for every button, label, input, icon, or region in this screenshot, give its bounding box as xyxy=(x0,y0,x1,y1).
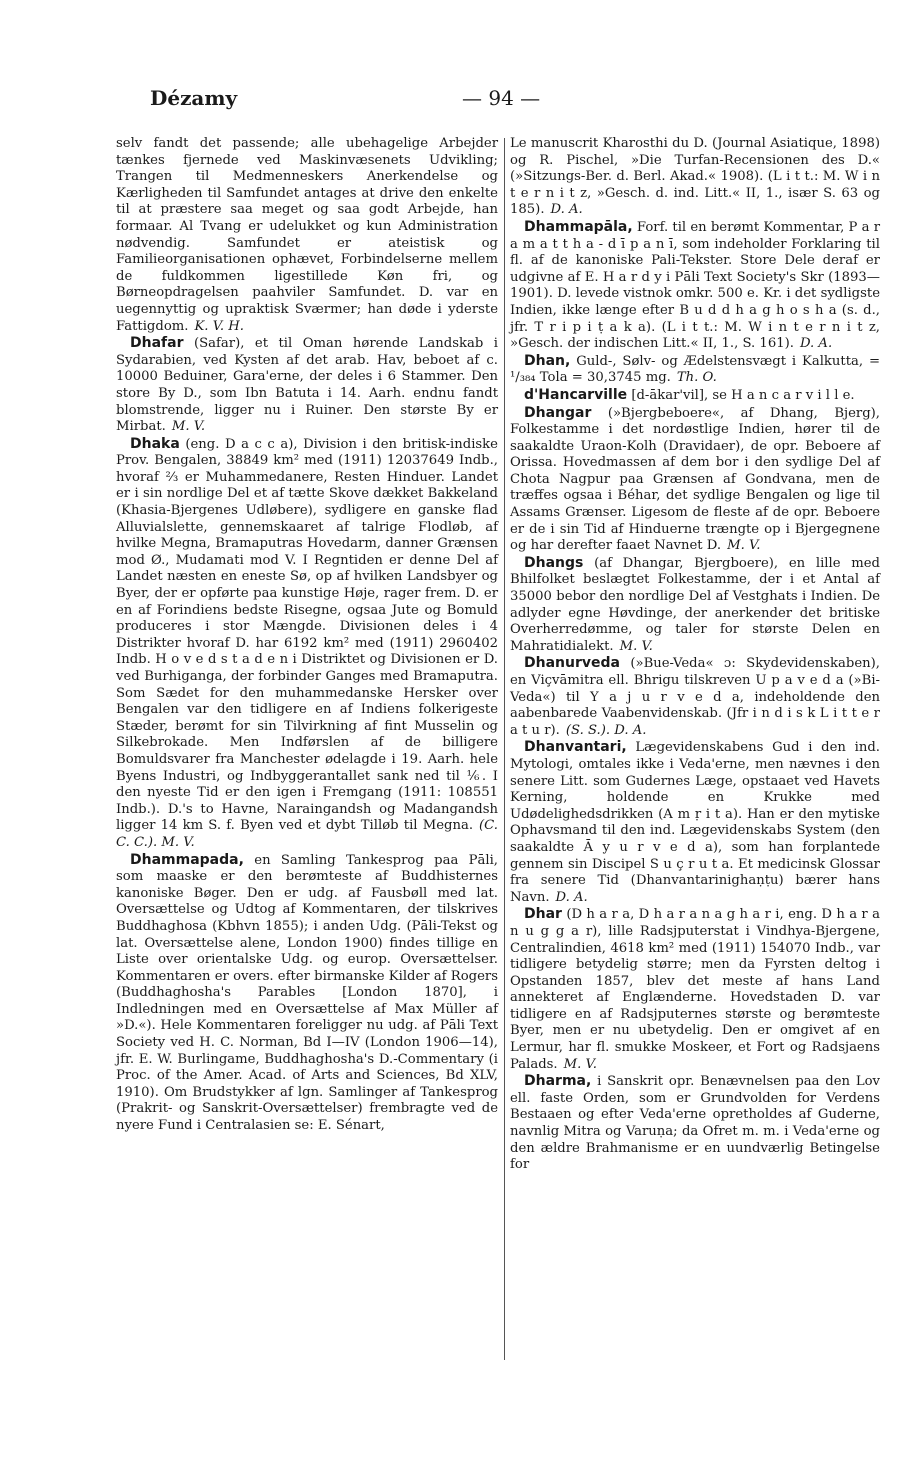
dictionary-entry xyxy=(510,1073,880,1174)
page-header xyxy=(0,86,920,116)
entry-headword: Dhar xyxy=(524,906,562,923)
dictionary-entry xyxy=(510,136,880,219)
dictionary-entry xyxy=(510,906,880,1073)
entry-signature: Th. O. xyxy=(676,370,717,386)
entry-text: (»Bjergbeboere«, af Dhang, Bjerg), Folkestamme i det nordøstlige Indien, hører til de saakaldte Uraon-Kolh (Dravidaer), de opr. Beboere af Orissa. Hovedmassen af dem bor i den sydlige Del af Chota Nagpur paa Grænsen af Gondvana, men de træffes ogsaa i Béhar, det sydlige Bengalen og lige til Assams Grænser. Ligesom de fleste af de opr. Beboere er de i sin Tid af Hinduerne trængte op i Bjergegnene og har derefter faaet Navnet D. xyxy=(510,405,880,554)
entry-headword: d'Hancarville xyxy=(524,386,628,403)
entry-signature: M. V. xyxy=(171,419,206,435)
entry-signature: D. A. xyxy=(799,336,833,352)
entry-text: Le manuscrit Kharosthi du D. (Journal Asiatique, 1898) og R. Pischel, »Die Turfan-Recensionen des D.« (»Sitzungs-Ber. d. Berl. Akad.« 1908). (L i t t.: M. W i n t e r n i t z, »Gesch. d. ind. Litt.« II, 1., især S. 63 og 185). xyxy=(510,136,880,218)
entry-signature: K. V. H. xyxy=(194,318,244,334)
right-column xyxy=(510,136,880,1174)
entry-text: Forf. til en berømt Kommentar, P a r a m a t t h a - d ī p a n ī, som indeholder Forklaring til fl. af de kanoniske Pali-Tekster. Store Dele deraf er udgivne af E. H a r d y i Pāli Text Society's Skr (1893—1901). D. levede vistnok omkr. 500 e. Kr. i det sydligste Indien, ikke længe efter B u d d h a g h o s h a (s. d., jfr. T r i p i ṭ a k a). (L i t t.: M. W i n t e r n i t z, »Gesch. der indischen Litt.« II, 1., S. 161). xyxy=(510,219,880,352)
entry-text: Guld-, Sølv- og Ædelstensvægt i Kalkutta, = ¹/₃₈₄ Tola = 30,3745 mg. xyxy=(510,353,880,386)
entry-headword: Dhafar xyxy=(130,335,184,352)
dictionary-entry xyxy=(116,335,498,436)
dictionary-entry xyxy=(116,136,498,335)
dictionary-entry xyxy=(510,219,880,353)
running-headword: Dézamy xyxy=(150,86,238,110)
dictionary-entry xyxy=(510,555,880,656)
entry-text: (Safar), et til Oman hørende Landskab i Sydarabien, ved Kysten af det arab. Hav, beboet af c. 10000 Beduiner, Gara'erne, der deles i 6 Stammer. Den store By D., som Ibn Batuta i 14. Aarh. endnu fandt blomstrende, ligger nu i Ruiner. Den største By er Mirbat. xyxy=(116,336,498,435)
left-column xyxy=(116,136,498,1135)
entry-signature: D. A. xyxy=(555,889,588,905)
entry-signature: M. V. xyxy=(727,538,761,554)
entry-headword: Dhanvantari, xyxy=(524,739,627,756)
entry-text: (af Dhangar, Bjergboere), en lille med Bhilfolket beslægtet Folkestamme, der i et Antal af 35000 bebor den nordlige Del af Vestghats i Indien. De adlyder egne Høvdinge, der anerkender det britiske Overherredømme, og taler for største Delen en Mahratidialekt. xyxy=(510,555,880,654)
entry-text: (eng. D a c c a), Division i den britisk-indiske Prov. Bengalen, 38849 km² med (1911) 12037649 Indb., hvoraf ⅔ er Muhammedanere, Resten Hinduer. Landet er i sin nordlige Del et af tætte Skove dækket Bakkeland (Khasia-Bjergenes Udløbere), sydligere en ganske flad Alluvialslette, gennemskaaret af talrige Flodløb, af hvilke Megna, Bramaputras Hovedarm, danner Grænsen mod Ø., Mudamati mod V. I Regntiden er denne Del af Landet næsten en eneste Sø, op af hvilken Landsbyer og Byer, der er opførte paa kunstige Høje, rager frem. D. er en af Forindiens bedste Risegne, ogsaa Jute og Bomuld produceres i stor Mængde. Divisionen deles i 4 Distrikter hvoraf D. har 6192 km² med (1911) 2960402 Indb. H o v e d s t a d e n i Distriktet og Divisionen er D. ved Burhiganga, der forbinder Ganges med Bramaputra. Som Sædet for den muhammedanske Hersker over Bengalen var den tidligere en af Indiens folkerigeste Stæder, berømt for sin Tilvirkning af fint Musselin og Silkebrokade. Men Indførslen af de billigere Bomuldsvarer fra Manchester ødelagde i 19. Aarh. hele Byens Industri, og Indbyggerantallet sank ned til ⅙. I den nyeste Tid er den igen i Fremgang (1911: 108551 Indb.). D.'s to Havne, Naraingandsh og Madangandsh ligger 14 km S. f. Byen ved et dybt Tilløb til Megna. xyxy=(116,436,498,834)
entry-text: selv fandt det passende; alle ubehagelige Arbejder tænkes fjernede ved Maskinvæsenets Udvikling; Trangen til Medmenneskers Anerkendelse og Kærligheden til Samfundet antages at drive den enkelte til at præstere saa meget og saa godt Arbejde, han formaar. Al Tvang er udelukket og kun Administration nødvendig. Samfundet er ateistisk og Familieorganisationen ophævet, Forbindelserne mellem de fuldkommen ligestillede Køn fri, og Børneopdragelsen paahviler Samfundet. D. var en uegennyttig og upraktisk Sværmer; han døde i yderste Fattigdom. xyxy=(116,136,498,334)
dictionary-entry xyxy=(510,387,880,405)
dictionary-entry xyxy=(510,353,880,387)
entry-headword: Dhanurveda xyxy=(524,655,620,672)
page-number: — 94 — xyxy=(462,86,541,110)
dictionary-entry xyxy=(510,405,880,555)
entry-text: en Samling Tankesprog paa Pāli, som maaske er den berømteste af Buddhisternes kanoniske Bøger. Den er udg. af Fausbøll med lat. Oversættelse og Udtog af Kommentaren, der tilskrives Buddhaghosa (Kbhvn 1855); i anden Udg. (Pāli-Tekst og lat. Oversættelse alene, London 1900) findes tillige en Liste over orientalske Udg. og europ. Oversættelser. Kommentaren er overs. efter birmanske Kilder af Rogers (Buddhaghosha's Parables [London 1870], i Indledningen med en Oversættelse af Max Müller af »D.«). Hele Kommentaren foreligger nu udg. af Pāli Text Society ved H. C. Norman, Bd I—IV (London 1906—14), jfr. E. W. Burlingame, Buddhaghosha's D.-Commentary (i Proc. of the Amer. Acad. of Arts and Sciences, Bd XLV, 1910). Om Brudstykker af lgn. Samlinger af Tankesprog (Prakrit- og Sanskrit-Oversættelser) frembragte ved de nyere Fund i Centralasien se: E. Sénart, xyxy=(116,852,498,1134)
dictionary-entry xyxy=(510,655,880,739)
dictionary-entry xyxy=(116,436,498,852)
entry-text: i Sanskrit opr. Benævnelsen paa den Lov ell. faste Orden, som er Grundvolden for Verdens Bestaaen og efter Veda'erne opretholdes af Guderne, navnlig Mitra og Varuṇa; da Ofret m. m. i Veda'erne og den ældre Brahmanisme er en uundværlig Betingelse for xyxy=(510,1074,880,1173)
entry-text: (D h a r a, D h a r a n a g h a r i, eng. D h a r a n u g g a r), lille Radsjputerstat i Vindhya-Bjergene, Centralindien, 4618 km² med (1911) 154070 Indb., var tidligere betydelig større; men da Fyrsten deltog i Opstanden 1857, blev det meste af hans Land annekteret af Englænderne. Hovedstaden D. var tidligere en af Radsjputernes største og berømteste Byer, men er nu ubetydelig. Den er omgivet af en Lermur, har fl. smukke Moskeer, et Fort og Radsjaens Palads. xyxy=(510,907,880,1072)
entry-text: (»Bue-Veda« ɔ: Skydevidenskaben), en Viçvāmitra ell. Bhrigu tilskreven U p a v e d a (»Bi-Veda«) til Y a j u r v e d a, indeholdende den aabenbarede Vaabenvidenskab. (Jfr i n d i s k L i t t e r a t u r). xyxy=(510,656,880,738)
entry-signature: M. V. xyxy=(563,1056,597,1072)
entry-headword: Dhammapada, xyxy=(130,851,244,868)
entry-headword: Dharma, xyxy=(524,1073,592,1090)
dictionary-entry xyxy=(116,852,498,1135)
entry-headword: Dhangs xyxy=(524,554,584,571)
entry-signature: M. V. xyxy=(619,638,653,654)
entry-signature: D. A. xyxy=(550,202,583,218)
entry-headword: Dhangar xyxy=(524,404,592,421)
entry-headword: Dhaka xyxy=(130,435,180,452)
entry-signature: (C. C. C.). M. V. xyxy=(116,818,498,850)
entry-text: [d-ākar'vil], se H a n c a r v i l l e. xyxy=(631,387,855,403)
entry-signature: (S. S.). D. A. xyxy=(565,722,647,738)
entry-text: Lægevidenskabens Gud i den ind. Mytologi, omtales ikke i Veda'erne, men nævnes i den senere Litt. som Gudernes Læge, opstaaet ved Havets Kerning, holdende en Krukke med Udødelighedsdrikken (A m ṛ i t a). Han er den mytiske Ophavsmand til den ind. Lægevidenskabs System (den saakaldte Ā y u r v e d a), som han forplantede gennem sin Discipel S u ç r u t a. Et medicinsk Glossar fra senere Tid (Dhanvantarinighaṇṭu) bærer hans Navn. xyxy=(510,740,880,905)
entry-headword: Dhan, xyxy=(524,352,571,369)
entry-headword: Dhammapāla, xyxy=(524,218,633,235)
dictionary-entry xyxy=(510,739,880,906)
column-divider xyxy=(504,138,505,1360)
